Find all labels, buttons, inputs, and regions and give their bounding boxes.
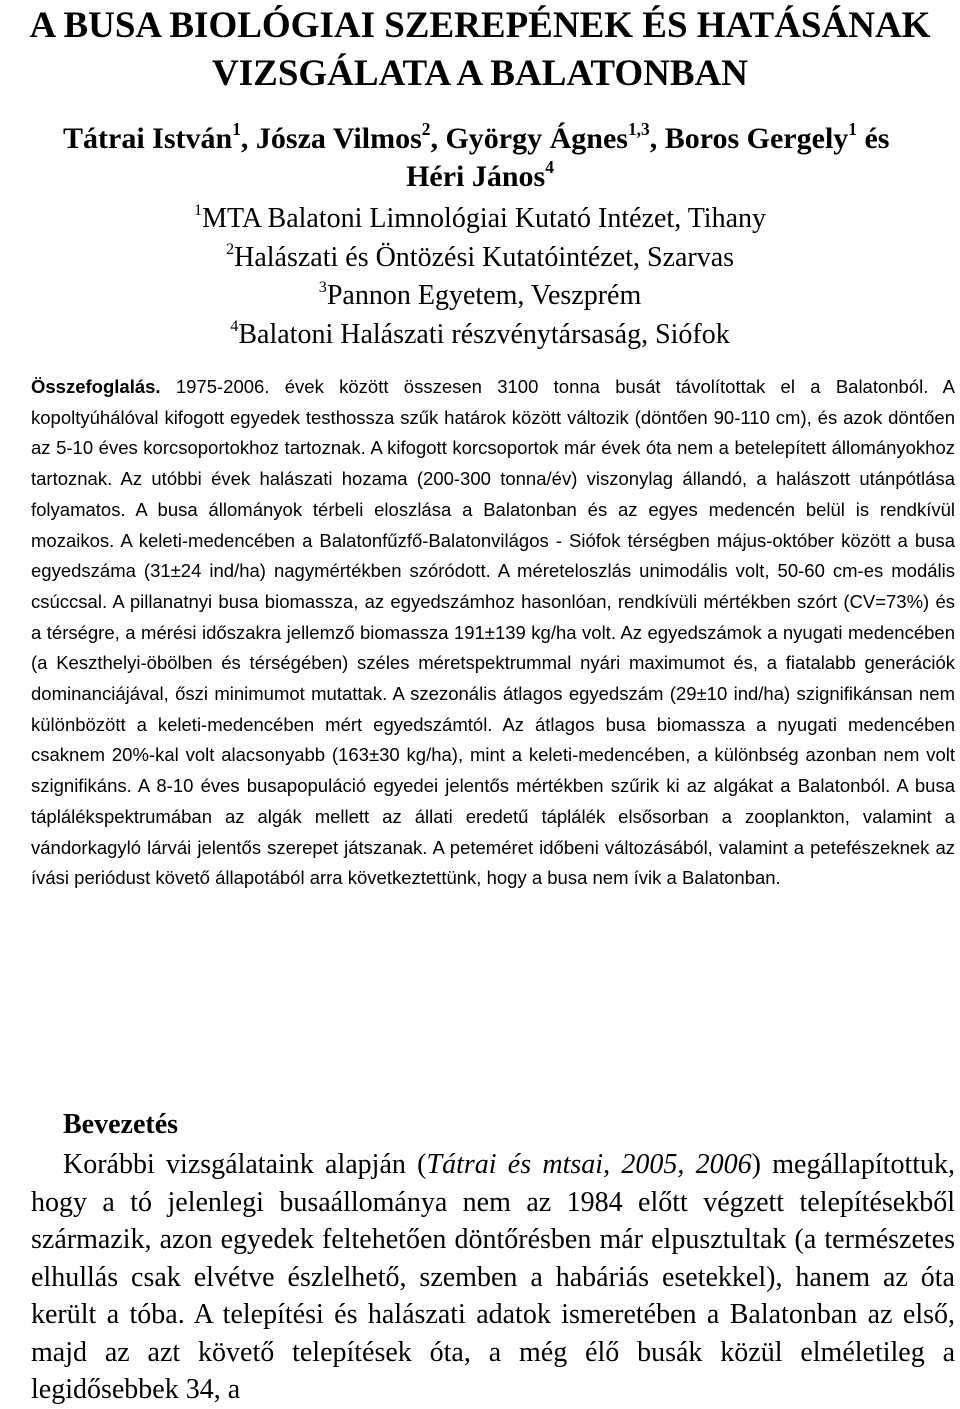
- author-affiliation-mark: 4: [545, 156, 554, 177]
- affiliation-mark: 4: [230, 316, 239, 335]
- author-name: Tátrai István: [63, 122, 233, 155]
- section-heading-introduction: Bevezetés: [63, 1109, 179, 1140]
- affiliation: [0, 200, 960, 239]
- affiliation-text: Pannon Egyetem, Veszprém: [326, 280, 642, 311]
- author-affiliation-mark: 1: [232, 118, 241, 139]
- affiliation-list: [0, 200, 960, 354]
- author-separator: ,: [649, 122, 665, 155]
- author-separator: ,: [430, 122, 446, 155]
- affiliation: [0, 316, 960, 355]
- abstract-text: 1975-2006. évek között összesen 3100 tonna busát távolítottak el a Balatonból. A kopoltyúhálóval kifogott egyedek testhossza szűk határok között változik (döntően 90-110 cm), és azok döntően az 5-10 éves korcsoportokhoz tartoznak. A kifogott korcsoportok már évek óta nem a betelepített állományokhoz tartoznak. Az utóbbi évek halászati hozama (200-300 tonna/év) viszonylag állandó, a halászott utánpótlása folyamatos. A busa állományok térbeli eloszlása a Balatonban és az egyes medencén belül is rendkívül mozaikos. A keleti-medencében a Balatonfűzfő-Balatonvilágos - Siófok térségben május-október között a busa egyedszáma (31±24 ind/ha) nagymértékben szóródott. A méreteloszlás unimodális volt, 50-60 cm-es modális csúccsal. A pillanatnyi busa biomassza, az egyedszámhoz hasonlóan, rendkívüli mértékben szórt (CV=73%) és a térségre, a mérési időszakra jellemző biomassza 191±139 kg/ha volt. Az egyedszámok a nyugati medencében (a Keszthelyi-öbölben és térségében) széles méretspektrummal nyári maximumot és, a fiatalabb generációk dominanciájával, őszi minimumot mutattak. A szezonális átlagos egyedszám (29±10 ind/ha) szignifikánsan nem különbözött a keleti-medencében mért egyedszámtól. Az átlagos busa biomassza a nyugati medencében csaknem 20%-kal volt alacsonyabb (163±30 kg/ha), mint a keleti-medencében, a különbség azonban nem volt szignifikáns. A 8-10 éves busapopuláció egyedei jelentős mértékben szűrik ki az algákat a Balatonból. A busa táplálékspektrumában az algák mellett az állati eredetű táplálék elsősorban a zooplankton, valamint a vándorkagyló lárvái jelentős szerepet játszanak. A peteméret időbeni változásából, valamint a petefészeknek az ívási periódust követő állapotából arra következtettünk, hogy a busa nem ívik a Balatonban.: [31, 376, 955, 889]
- abstract: [31, 372, 955, 894]
- author-name: György Ágnes: [445, 122, 628, 155]
- affiliation-mark: 3: [318, 277, 327, 296]
- affiliation-mark: 2: [225, 239, 235, 258]
- affiliation-mark: 1: [193, 200, 203, 219]
- paper-title: [0, 2, 960, 98]
- author-name: Boros Gergely: [664, 122, 849, 155]
- affiliation-text: MTA Balatoni Limnológiai Kutató Intézet, Tihany: [202, 203, 767, 234]
- author-name: Héri János: [406, 160, 546, 193]
- author-affiliation-mark: 1,3: [627, 118, 650, 139]
- affiliation: [0, 277, 960, 316]
- author-list: [0, 120, 960, 196]
- affiliation: [0, 239, 960, 278]
- affiliation-text: Balatoni Halászati részvénytársaság, Siófok: [238, 318, 730, 350]
- author-name: Jósza Vilmos: [255, 122, 422, 155]
- intro-text-after: ) megállapítottuk, hogy a tó jelenlegi busaállománya nem az 1984 előtt végzett telepítésekből származik, azon egyedek feltehetően döntőrésben már elpusztultak (a természetes elhullás csak elvétve észlelhető, szemben a habáriás esetekkel), hanem az óta került a tóba. A telepítési és halászati adatok ismeretében a Balatonban az első, majd az azt követő telepítések óta, a még élő busák közül elméletileg a legidősebbek 34, a: [31, 1149, 955, 1405]
- introduction-paragraph: [31, 1146, 955, 1409]
- intro-text-before: Korábbi vizsgálataink alapján (: [63, 1149, 427, 1180]
- intro-citation: Tátrai és mtsai, 2005, 2006: [426, 1149, 752, 1180]
- author-affiliation-mark: 1: [848, 118, 857, 139]
- author-affiliation-mark: 2: [421, 118, 431, 139]
- abstract-label: Összefoglalás.: [31, 376, 161, 397]
- author-separator: és: [856, 122, 897, 155]
- affiliation-text: Halászati és Öntözési Kutatóintézet, Szarvas: [234, 241, 735, 273]
- author-separator: ,: [240, 122, 256, 155]
- title-line-2: VIZSGÁLATA A BALATONBAN: [212, 53, 748, 94]
- title-line-1: A BUSA BIOLÓGIAI SZEREPÉNEK ÉS HATÁSÁNAK: [29, 5, 931, 46]
